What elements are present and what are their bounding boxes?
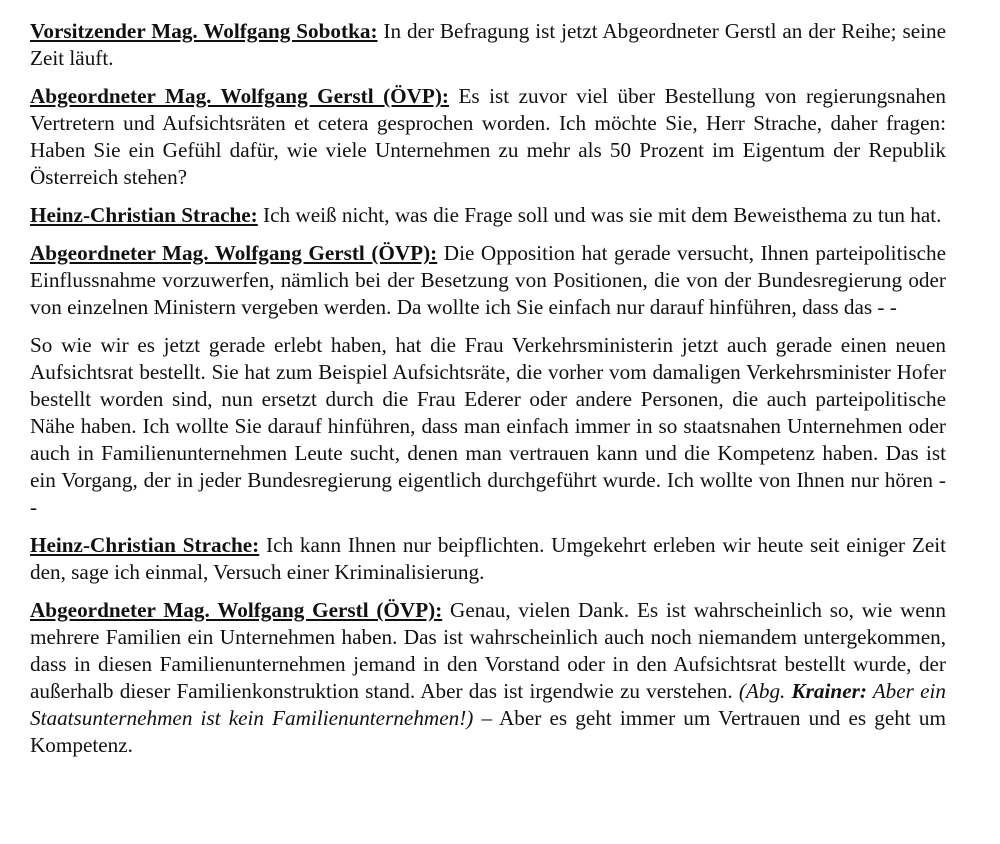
transcript-paragraph [30, 83, 946, 191]
transcript-paragraph [30, 240, 946, 321]
speaker-name: Heinz-Christian Strache: [30, 533, 260, 557]
statement-text: So wie wir es jetzt gerade erlebt haben, hat die Frau Verkehrsministerin jetzt auch gerade einen neuen Aufsichtsrat bestellt. Sie hat zum Beispiel Aufsichtsräte, die vorher vom damaligen Verkehrsminister Hofer bestellt worden sind, nun ersetzt durch die Frau Ederer oder andere Personen, die auch parteipolitische Nähe haben. Ich wollte Sie darauf hinführen, dass man einfach immer in so staatsnahen Unternehmen oder auch in Familienunternehmen Leute sucht, denen man vertrauen kann und die Kompetenz haben. Das ist ein Vorgang, der in jeder Bundesregierung eigentlich durchgeführt wurde. Ich wollte von Ihnen nur hören - - [30, 333, 946, 519]
speaker-name: Vorsitzender Mag. Wolfgang Sobotka: [30, 19, 378, 43]
statement-text: Die Opposition hat gerade versucht, Ihnen parteipolitische Einflussnahme vorzuwerfen, nämlich bei der Besetzung von Positionen, die von der Bundesregierung oder von einzelnen Ministern vergeben werden. Da wollte ich Sie einfach nur darauf hinführen, dass das - - [30, 241, 946, 319]
statement-text-after: – Aber es geht immer um Vertrauen und es geht um Kompetenz. [30, 706, 946, 757]
statement-text: Genau, vielen Dank. Es ist wahrscheinlich so, wie wenn mehrere Familien ein Unternehmen haben. Das ist wahrscheinlich auch noch niemandem untergekommen, dass in diesen Familienunternehmen jemand in den Vorstand oder in den Aufsichtsrat bestellt wurde, der außerhalb dieser Familienkonstruktion stand. Aber das ist irgendwie zu verstehen. [30, 598, 946, 703]
interjection-open: (Abg. [738, 679, 792, 703]
transcript-paragraph [30, 202, 946, 229]
transcript-paragraph [30, 597, 946, 759]
interjection-speaker: Krainer: [791, 679, 867, 703]
interjection-text: Aber ein Staatsunternehmen ist kein Familienunternehmen!) [30, 679, 946, 730]
statement-text: In der Befragung ist jetzt Abgeordneter Gerstl an der Reihe; seine Zeit läuft. [30, 19, 946, 70]
transcript-paragraph [30, 332, 946, 521]
statement-text: Ich kann Ihnen nur beipflichten. Umgekehrt erleben wir heute seit einiger Zeit den, sage ich einmal, Versuch einer Kriminalisierung. [30, 533, 946, 584]
transcript-page [30, 18, 946, 770]
transcript-paragraph [30, 532, 946, 586]
speaker-name: Abgeordneter Mag. Wolfgang Gerstl (ÖVP): [30, 241, 438, 265]
speaker-name: Abgeordneter Mag. Wolfgang Gerstl (ÖVP): [30, 598, 443, 622]
statement-text: Ich weiß nicht, was die Frage soll und was sie mit dem Beweisthema zu tun hat. [257, 203, 942, 227]
statement-text: Es ist zuvor viel über Bestellung von regierungsnahen Vertretern und Aufsichtsräten et cetera gesprochen worden. Ich möchte Sie, Herr Strache, daher fragen: Haben Sie ein Gefühl dafür, wie viele Unternehmen zu mehr als 50 Prozent im Eigentum der Republik Österreich stehen? [30, 84, 946, 189]
speaker-name: Abgeordneter Mag. Wolfgang Gerstl (ÖVP): [30, 84, 449, 108]
transcript-paragraph [30, 18, 946, 72]
speaker-name: Heinz-Christian Strache: [30, 203, 258, 227]
